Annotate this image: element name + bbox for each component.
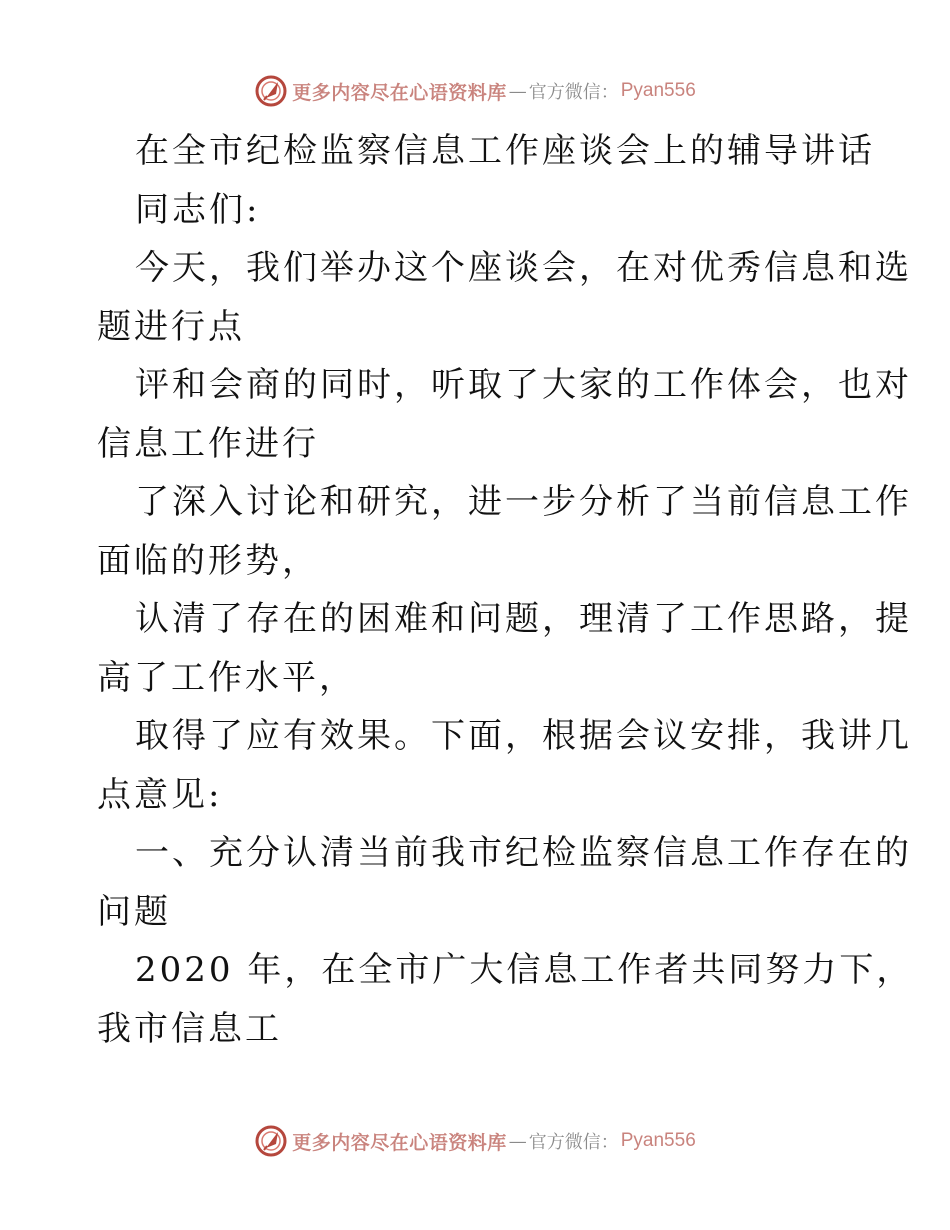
banner-separator: — <box>508 1130 527 1152</box>
paragraph-line: 面临的形势， <box>97 540 319 581</box>
banner-wechat-id: Pyan556 <box>620 1130 696 1151</box>
document-title: 在全市纪检监察信息工作座谈会上的辅导讲话 <box>135 131 875 171</box>
paragraph-line: 评和会商的同时，听取了大家的工作体会，也对 <box>135 365 912 405</box>
paragraph-line: 今天，我们举办这个座谈会，在对优秀信息和选 <box>135 248 912 288</box>
paragraph-line: 题进行点 <box>97 306 245 347</box>
paragraph-line: 认清了存在的困难和问题，理清了工作思路，提 <box>135 599 912 639</box>
paragraph-line: 了深入讨论和研究，进一步分析了当前信息工作 <box>135 482 912 522</box>
banner-separator: — <box>508 80 527 102</box>
red-quill-logo-icon <box>254 1124 288 1158</box>
paragraph-line: 信息工作进行 <box>97 423 319 464</box>
banner-wechat-label: 官方微信： <box>528 82 619 103</box>
banner-wechat-id: Pyan556 <box>620 80 696 101</box>
banner-wechat-label: 官方微信： <box>528 1132 619 1153</box>
footer-banner <box>0 1121 950 1161</box>
paragraph-line: 我市信息工 <box>97 1008 282 1049</box>
paragraph-line: 取得了应有效果。下面，根据会议安排，我讲几 <box>135 716 912 756</box>
paragraph-line: 2020 年，在全市广大信息工作者共同努力下， <box>135 950 914 990</box>
paragraph-line: 点意见: <box>97 774 223 815</box>
document-body <box>97 122 914 1058</box>
banner-main-text: 更多内容尽在心语资料库 <box>292 1131 507 1154</box>
red-quill-logo-icon <box>254 74 288 108</box>
salutation: 同志们: <box>135 189 261 230</box>
section-heading-continued: 问题 <box>97 891 171 932</box>
section-heading: 一、充分认清当前我市纪检监察信息工作存在的 <box>135 833 912 873</box>
banner-main-text: 更多内容尽在心语资料库 <box>292 81 507 104</box>
header-banner <box>0 71 950 111</box>
paragraph-line: 高了工作水平， <box>97 657 356 698</box>
